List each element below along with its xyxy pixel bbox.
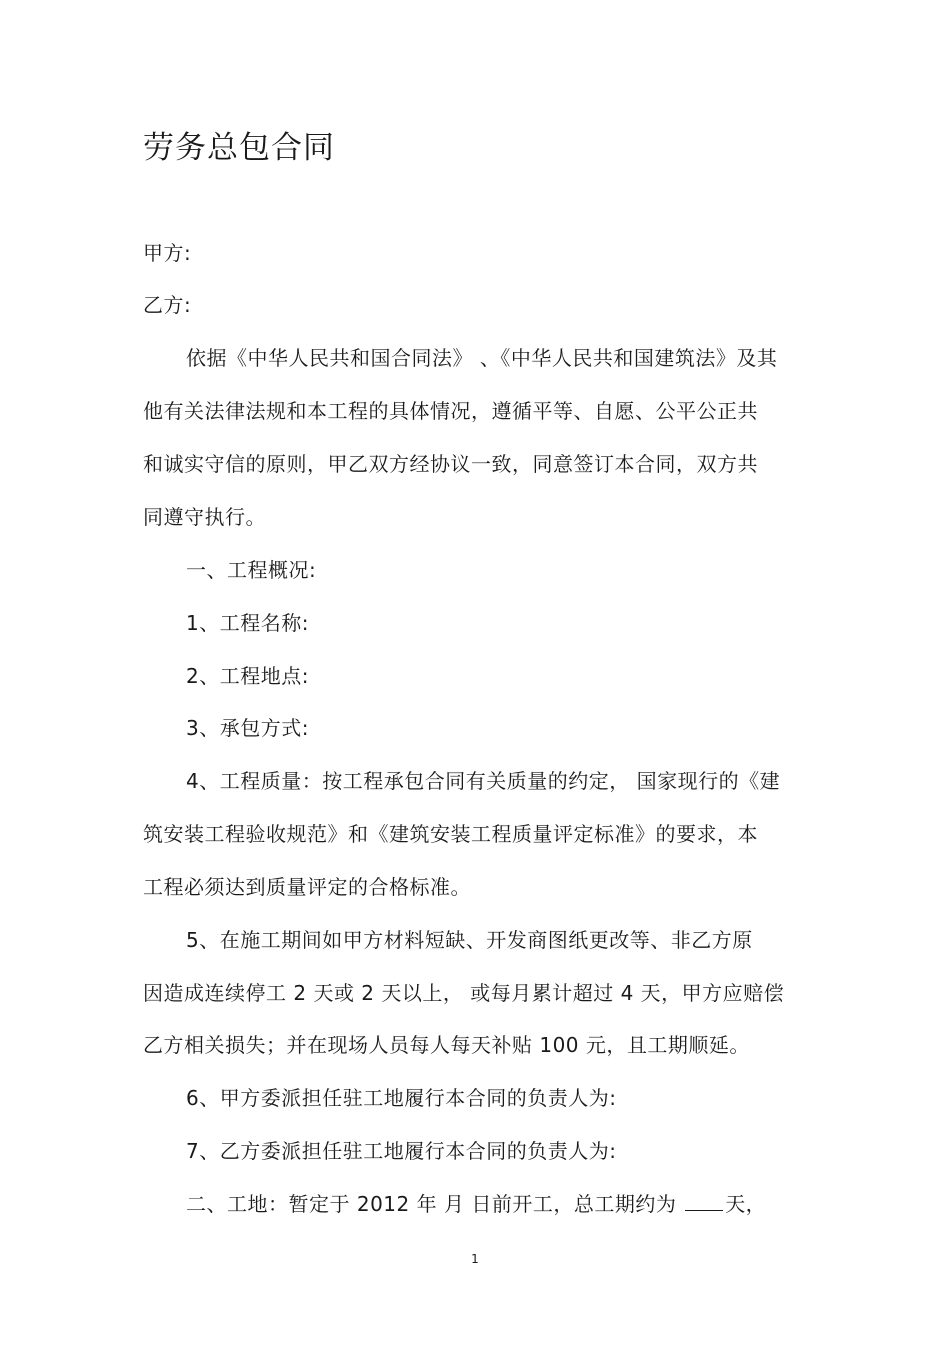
delay-clause-line-1: 5、在施工期间如甲方材料短缺、开发商图纸更改等、非乙方原: [186, 928, 753, 952]
document-title: 劳务总包合同: [143, 130, 335, 166]
delay-clause-line-3: 乙方相关损失；并在现场人员每人每天补贴 100 元，且工期顺延。: [143, 1033, 750, 1057]
quality-line-3: 工程必须达到质量评定的合格标准。: [143, 875, 471, 899]
section2-line: [186, 1191, 766, 1217]
party-b-representative-item: 7、乙方委派担任驻工地履行本合同的负责人为:: [186, 1139, 617, 1163]
party-b-label: 乙方:: [143, 293, 192, 317]
quality-line-1: 4、工程质量：按工程承包合同有关质量的约定， 国家现行的《建: [186, 769, 781, 793]
intro-line-2: 他有关法律法规和本工程的具体情况，遵循平等、自愿、公平公正共: [143, 399, 758, 423]
party-a-label: 甲方:: [143, 241, 192, 265]
section2-prefix: 二、工地：暂定于 2012 年 月 日前开工，总工期约为: [186, 1192, 684, 1216]
quality-line-2: 筑安装工程验收规范》和《建筑安装工程质量评定标准》的要求，本: [143, 822, 758, 846]
intro-line-4: 同遵守执行。: [143, 505, 266, 529]
project-name-item: 1、工程名称:: [186, 611, 309, 635]
page-number: 1: [471, 1252, 479, 1266]
section1-heading: 一、工程概况:: [186, 558, 317, 582]
party-a-representative-item: 6、甲方委派担任驻工地履行本合同的负责人为:: [186, 1086, 617, 1110]
project-location-item: 2、工程地点:: [186, 664, 309, 688]
section2-suffix: 天，: [725, 1192, 767, 1216]
contract-method-item: 3、承包方式:: [186, 716, 309, 740]
delay-clause-line-2: 因造成连续停工 2 天或 2 天以上， 或每月累计超过 4 天，甲方应赔偿: [143, 981, 785, 1005]
duration-blank: [685, 1192, 723, 1211]
intro-line-1: 依据《中华人民共和国合同法》 、《中华人民共和国建筑法》及其: [186, 346, 778, 370]
intro-line-3: 和诚实守信的原则，甲乙双方经协议一致，同意签订本合同，双方共: [143, 452, 758, 476]
